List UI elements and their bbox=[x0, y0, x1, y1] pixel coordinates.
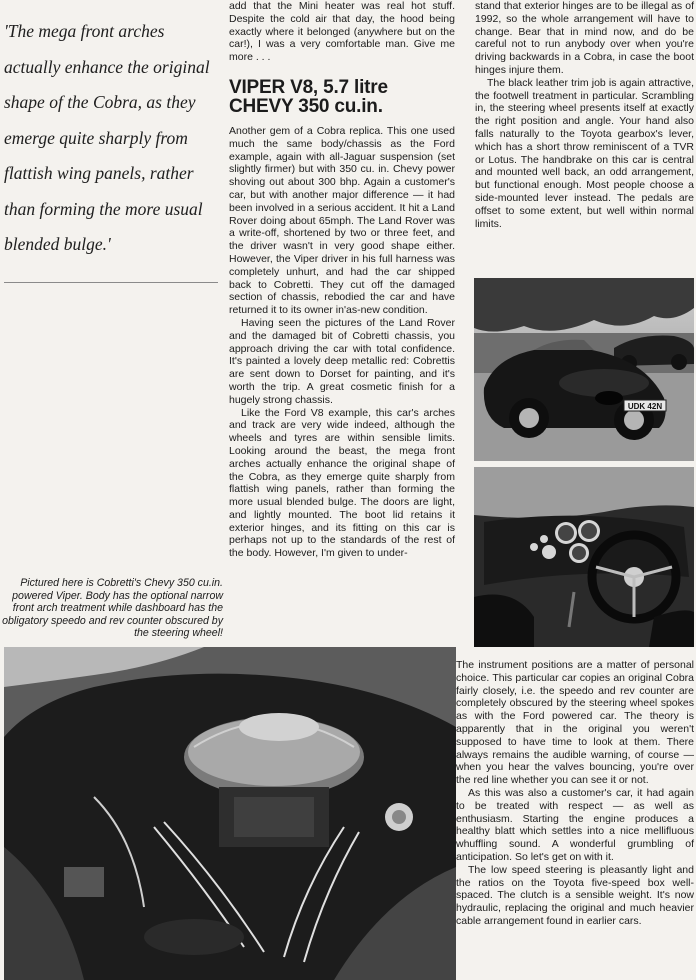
photo-caption: Pictured here is Cobretti's Chevy 350 cu.in. powered Viper. Body has the optional narrow front arch treatment while dashboard has the obligatory speedo and rev counter obscured by the steering wheel! bbox=[2, 577, 223, 639]
pull-quote: 'The mega front arches actually enhance the original shape of the Cobra, as they emerge quite sharply from flattish wing panels, rather than forming the more usual blended bulge.' bbox=[4, 21, 210, 254]
body-paragraph: stand that exterior hinges are to be illegal as of 1992, so the whole arrangement will have to change. Bear that in mind now, and do be careful not to run anybody over when you're driving backwards in a Cobra, in case the boot hinges injure them. bbox=[475, 0, 694, 76]
engine-bay-photo bbox=[4, 647, 456, 980]
body-paragraph: Having seen the pictures of the Land Rover and the damaged bit of Cobretti chassis, you approach driving the car with total confidence. It's painted a lovely deep metallic red: Cobrettis are sent down to Dorset for painting, and it's worth the trip. A great cosmetic finish for a hugely strong chassis. bbox=[229, 316, 455, 406]
intro-paragraph: add that the Mini heater was real hot stuff. Despite the cold air that day, the hood being exactly where it belonged (anywhere but on the car!), I was a very comfortable man. Give me more . . . bbox=[229, 0, 455, 64]
body-paragraph: The low speed steering is pleasantly light and the ratios on the Toyota five-speed box well-spaced. The clutch is a sensible weight. It's now hydraulic, replacing the original and much heavier cable arrangement found in earlier cars. bbox=[456, 863, 694, 927]
divider-rule bbox=[4, 282, 218, 283]
body-paragraph: Like the Ford V8 example, this car's arches and track are very wide indeed, although the wheels and tyres are within sensible limits. Looking around the beast, the mega front arches actually enhance the original shape of the Cobra, as they emerge quite sharply from flattish wing panels, rather than forming the more usual blended bulge. The doors are light, and lightly mounted. The boot lid retains it exterior hinges, and its fitting on this car is perhaps not up to the standards of the rest of the body. However, I'm given to under- bbox=[229, 406, 455, 560]
dashboard-photo bbox=[474, 467, 694, 647]
section-heading: VIPER V8, 5.7 litre CHEVY 350 cu.in. bbox=[229, 76, 388, 117]
car-exterior-photo bbox=[474, 278, 694, 461]
body-paragraph: As this was also a customer's car, it had again to be treated with respect — as well as enthusiasm. Starting the engine produces a healthy blatt which settles into a nice mellifluous whuffling sound. A wonderful grumbling of anticipation. So let's get on with it. bbox=[456, 786, 694, 863]
body-paragraph: The black leather trim job is again attractive, the footwell treatment in particular. Scrambling in, the steering wheel presents itself at exactly the right position and angle. Your hand also falls naturally to the Toyota gearbox's lever, which has a short throw reminiscent of a TVR or Lotus. The handbrake on this car is central and mounted well back, an odd arrangement, but functional enough. Most people choose a side-mounted lever instead. The pedals are offset to some extent, but well within normal limits. bbox=[475, 76, 694, 230]
article-column-middle bbox=[229, 0, 455, 560]
article-column-right bbox=[475, 0, 694, 230]
number-plate: UDK 42N bbox=[627, 402, 663, 411]
body-paragraph: Another gem of a Cobra replica. This one used much the same body/chassis as the Ford example, again with all-Jaguar suspension (set slightly firmer) but with 350 cu. in. Chevy power shoving out about 300 bhp. Again a customer's car, but with another major difference — it had been involved in a serious accident. It hit a Land Rover doing about 65mph. The Land Rover was a write-off, shortened by two or three feet, and the driver wasn't in very good shape either. However, the Viper driver in his full harness was completely unhurt, and had the car shipped back to Cobretti. They cut off the damaged section of chassis, rebodied the car and have returned it to its owner in'as-new condition. bbox=[229, 124, 455, 317]
article-column-right-lower bbox=[456, 659, 694, 928]
body-paragraph: The instrument positions are a matter of personal choice. This particular car copies an original Cobra fairly closely, i.e. the speedo and rev counter are completely obscured by the steering wheel spokes as with the Ford powered car. The theory is apparently that in the original you weren't supposed to have time to look at them. There always remains the audible warning, of course — when you hear the valves bouncing, you're over the red line whether you can see it or not. bbox=[456, 659, 694, 787]
